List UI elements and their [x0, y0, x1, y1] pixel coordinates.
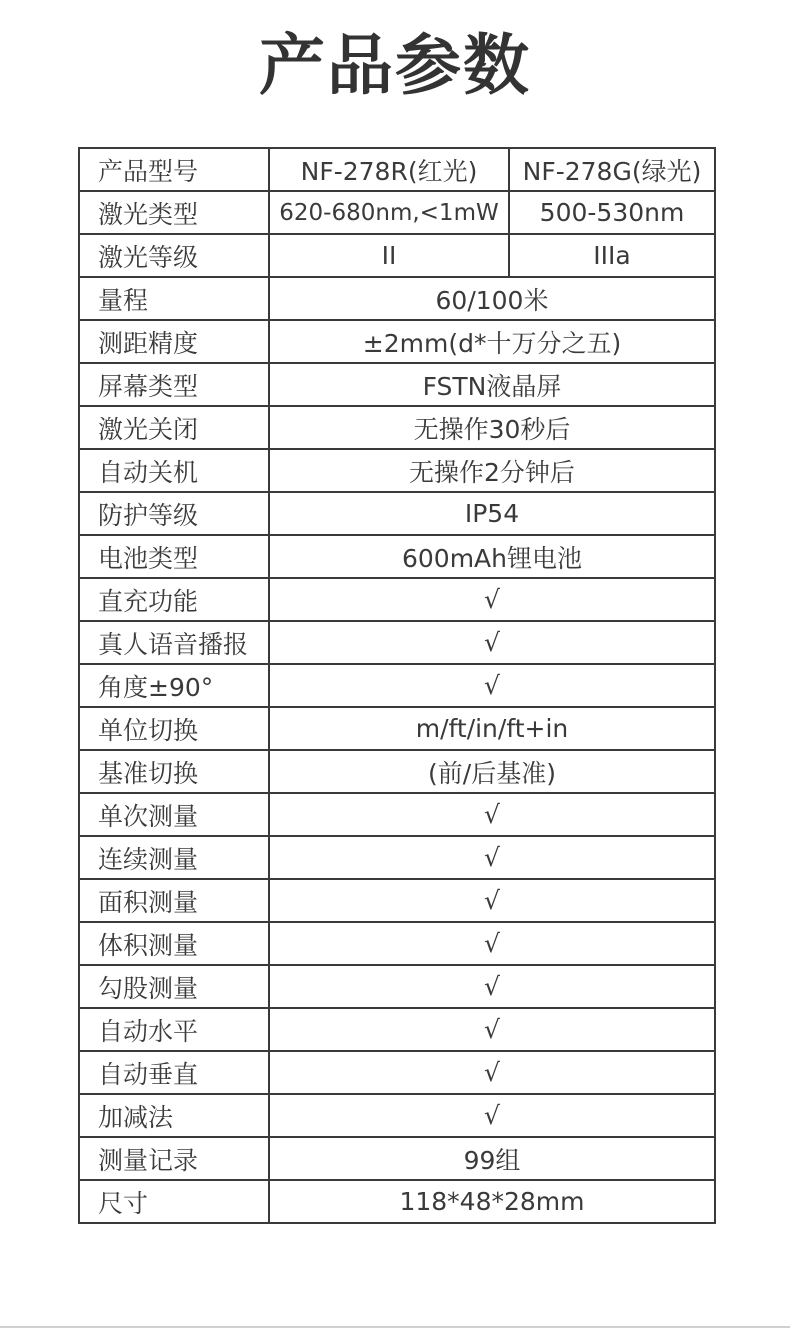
- spec-value: 118*48*28mm: [269, 1180, 715, 1223]
- table-row: [79, 535, 715, 578]
- table-row: [79, 578, 715, 621]
- spec-label: 测量记录: [79, 1137, 269, 1180]
- spec-value-green: 500-530nm: [509, 191, 715, 234]
- spec-value: √: [269, 922, 715, 965]
- table-row: [79, 363, 715, 406]
- spec-value-green: IIIa: [509, 234, 715, 277]
- table-row: [79, 793, 715, 836]
- spec-value: 600mAh锂电池: [269, 535, 715, 578]
- spec-value: √: [269, 793, 715, 836]
- spec-label: 激光关闭: [79, 406, 269, 449]
- table-row: [79, 621, 715, 664]
- spec-value: √: [269, 879, 715, 922]
- table-row: [79, 1137, 715, 1180]
- spec-label: 加减法: [79, 1094, 269, 1137]
- table-row: [79, 234, 715, 277]
- spec-value: √: [269, 965, 715, 1008]
- spec-label: 激光等级: [79, 234, 269, 277]
- spec-label: 单次测量: [79, 793, 269, 836]
- spec-value: 无操作30秒后: [269, 406, 715, 449]
- spec-value-green: NF-278G(绿光): [509, 148, 715, 191]
- spec-value: ±2mm(d*十万分之五): [269, 320, 715, 363]
- table-row: [79, 406, 715, 449]
- spec-value: √: [269, 578, 715, 621]
- spec-label: 单位切换: [79, 707, 269, 750]
- spec-value: √: [269, 664, 715, 707]
- table-row: [79, 750, 715, 793]
- spec-label: 体积测量: [79, 922, 269, 965]
- spec-label: 激光类型: [79, 191, 269, 234]
- table-row: [79, 1180, 715, 1223]
- spec-value: IP54: [269, 492, 715, 535]
- spec-label: 防护等级: [79, 492, 269, 535]
- spec-value: √: [269, 1094, 715, 1137]
- table-row: [79, 148, 715, 191]
- table-row: [79, 320, 715, 363]
- spec-value-red: II: [269, 234, 509, 277]
- spec-table: [78, 147, 716, 1224]
- spec-value: √: [269, 836, 715, 879]
- spec-value: √: [269, 1051, 715, 1094]
- spec-value: 60/100米: [269, 277, 715, 320]
- table-row: [79, 1008, 715, 1051]
- spec-label: 自动垂直: [79, 1051, 269, 1094]
- spec-label: 自动水平: [79, 1008, 269, 1051]
- spec-label: 基准切换: [79, 750, 269, 793]
- spec-value-red: NF-278R(红光): [269, 148, 509, 191]
- table-row: [79, 492, 715, 535]
- table-row: [79, 1051, 715, 1094]
- spec-value: 无操作2分钟后: [269, 449, 715, 492]
- spec-value: √: [269, 621, 715, 664]
- spec-label: 屏幕类型: [79, 363, 269, 406]
- table-row: [79, 707, 715, 750]
- spec-label: 角度±90°: [79, 664, 269, 707]
- table-row: [79, 922, 715, 965]
- spec-label: 尺寸: [79, 1180, 269, 1223]
- spec-value: √: [269, 1008, 715, 1051]
- spec-value-red: 620-680nm,<1mW: [269, 191, 509, 234]
- spec-label: 测距精度: [79, 320, 269, 363]
- table-row: [79, 836, 715, 879]
- spec-value: FSTN液晶屏: [269, 363, 715, 406]
- page-title: 产品参数: [259, 27, 531, 104]
- spec-value: (前/后基准): [269, 750, 715, 793]
- table-row: [79, 879, 715, 922]
- spec-label: 真人语音播报: [79, 621, 269, 664]
- spec-label: 勾股测量: [79, 965, 269, 1008]
- spec-value: m/ft/in/ft+in: [269, 707, 715, 750]
- spec-label: 自动关机: [79, 449, 269, 492]
- spec-label: 量程: [79, 277, 269, 320]
- spec-value: 99组: [269, 1137, 715, 1180]
- table-row: [79, 664, 715, 707]
- spec-label: 电池类型: [79, 535, 269, 578]
- spec-label: 连续测量: [79, 836, 269, 879]
- table-row: [79, 965, 715, 1008]
- table-row: [79, 191, 715, 234]
- table-row: [79, 277, 715, 320]
- spec-label: 直充功能: [79, 578, 269, 621]
- spec-label: 面积测量: [79, 879, 269, 922]
- spec-label: 产品型号: [79, 148, 269, 191]
- table-row: [79, 1094, 715, 1137]
- table-row: [79, 449, 715, 492]
